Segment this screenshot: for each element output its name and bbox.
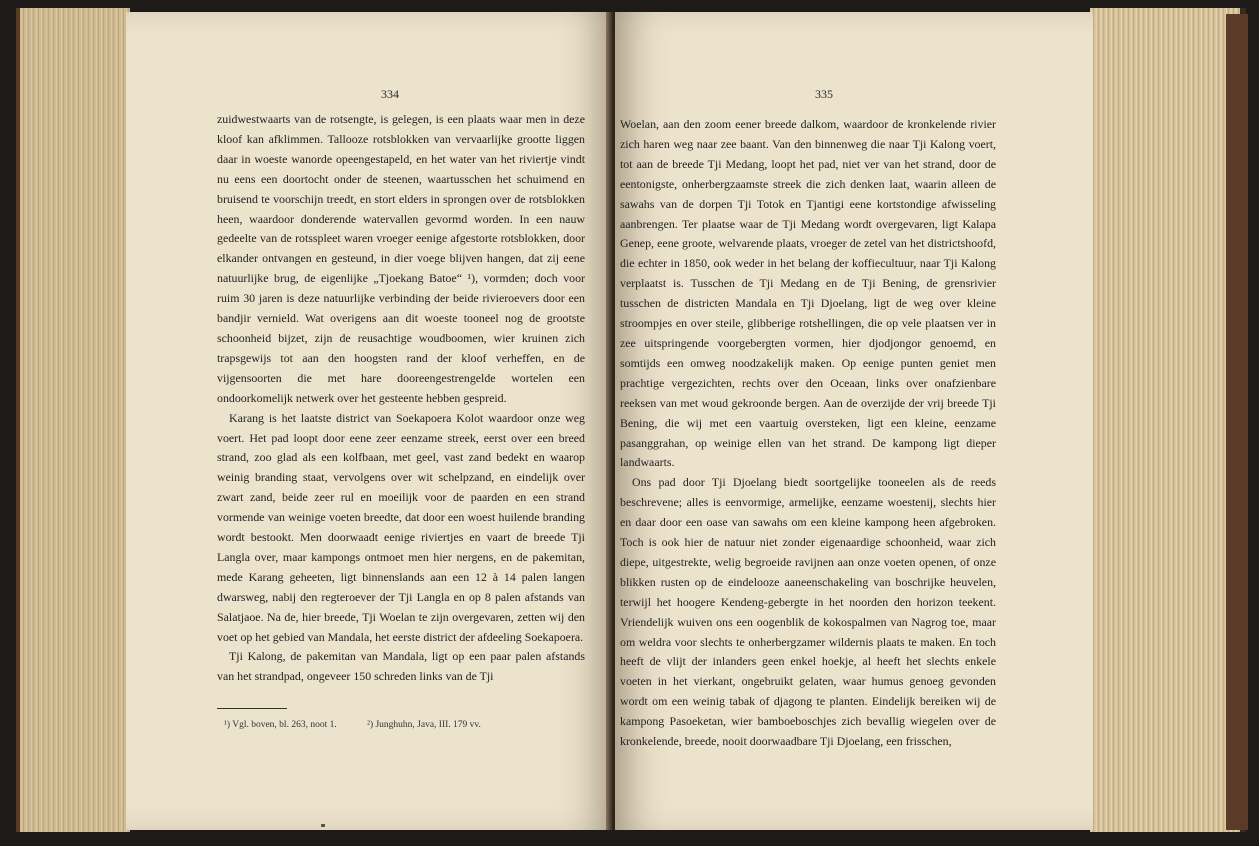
paper-speck	[321, 824, 325, 827]
footnote: ²) Junghuhn, Java, III. 179 vv.	[367, 720, 481, 730]
right-page	[615, 12, 1093, 830]
paragraph: Woelan, aan den zoom eener breede dalkom, waardoor de kronkelende rivier zich haren weg naar zee baant. Van den binnenweg die naar Tji Kalong voert, tot aan de breede Tji Medang, loopt het pad, niet ver van het strand, door de eentonigste, onherbergzaamste streek die zich denken laat, waarin alleen de sawahs van de dorpen Tji Totok en Tjantigi eene kortstondige afwisseling aanbrengen. Ter plaatse waar de Tji Medang wordt overgevaren, ligt Kalapa Genep, eene groote, welvarende plaats, vroeger de zetel van het districtshoofd, die echter in 1850, ook weder in het belang der koffiecultuur, naar Tji Kalong verplaatst is. Tusschen de Tji Medang en de Tji Bening, de grensrivier tusschen de districten Mandala en Tji Djoelang, ligt de weg over kleine stroompjes en over steile, glibberige rotshellingen, die op vele plaatsen ver in zee uitspringende voorgebergten vormen, hier djodjongor genoemd, en somtijds een omweg noodzakelijk maken. Op eenige punten geniet men prachtige vergezichten, rechts over den Oceaan, links over onafzienbare reeksen van met woud gekroonde bergen. Aan de overzijde der vrij breede Tji Bening, die wij met een vaartuig oversteken, ligt een kleine, eenzame pasanggrahan, op weinige ellen van het strand. De kampong ligt dieper landwaarts.	[620, 117, 996, 470]
paragraph: Tji Kalong, de pakemitan van Mandala, ligt op een paar palen afstands van het strandpad, ongeveer 150 schreden links van de Tji	[217, 649, 585, 684]
paragraph: Ons pad door Tji Djoelang biedt soortgelijke tooneelen als de reeds beschrevene; alles is eenvormige, armelijke, eenzame woestenij, slechts hier en daar door een oase van sawahs om een kleine kampong heen afgebroken. Toch is ook hier de natuur niet zonder eigenaardige schoonheid, waar zich diepe, uitgestrekte, welig begroeide ravijnen aan onze voeten openen, of onze blikken rusten op de eindelooze aaneenschakeling van boschrijke heuvelen, terwijl het hoogere Kendeng-gebergte in het noorden den horizon teekent. Vriendelijk wuiven ons een oogenblik de kokospalmen van Nagrog toe, maar om weldra voor slechts te onherbergzamer wildernis plaats te maken. En toch heeft de vlijt der inlanders geen enkel hoekje, al heeft het slechts enkele voeten in het vierkant, ongebruikt gelaten, waar humus genoeg gevonden wordt om een weinig tabak of djagong te planten. Eindelijk bereiken wij de kampong Pasoeketan, wier bamboeboschjes zich bevallig wiegelen over de kronkelende, breede, nooit doorwaadbare Tji Djoelang, een frisschen,	[620, 475, 996, 749]
book-cover-edge	[1226, 14, 1248, 830]
paragraph: zuidwestwaarts van de rotsengte, is gelegen, is een plaats waar men in deze kloof kan afklimmen. Tallooze rotsblokken van vervaarlijke grootte liggen daar in woeste wanorde opeengestapeld, en het water van het riviertje vindt nu eens een doortocht onder de steenen, waartusschen het schuimend en bruisend te voorschijn treedt, en stort elders in sprongen over de rotsblokken heen, waardoor donderende watervallen gevormd worden. In een nauw gedeelte van de rotsspleet waren vroeger eenige afgestorte rotsblokken, door elkander ontvangen en gesteund, in dier voege blijven hangen, dat zij eene natuurlijke brug, de eigenlijke „Tjoekang Batoe“ ¹), vormden; doch voor ruim 30 jaren is deze natuurlijke verbinding der beide rivieroevers door een bandjir vernield. Wat overigens aan dit woeste tooneel nog de grootste schoonheid bijzet, zijn de reusachtige woudboomen, wier kruinen zich trapsgewijs tot aan den hoogsten rand der kloof verheffen, en de vijgensoorten die met hare dooreengestrengelde wortelen een ondoorkomelijk netwerk over het gesteente hebben gespreid.	[217, 112, 585, 405]
page-number: 335	[815, 87, 833, 101]
page-body	[620, 115, 996, 752]
page-body	[217, 110, 585, 687]
footnote: ¹) Vgl. boven, bl. 263, noot 1.	[224, 720, 337, 730]
right-page-edges	[1090, 8, 1246, 832]
footnote-rule	[217, 708, 287, 709]
footnotes	[224, 720, 584, 730]
left-page	[126, 12, 612, 830]
left-page-edges	[16, 8, 130, 832]
paragraph: Karang is het laatste district van Soekapoera Kolot waardoor onze weg voert. Het pad loopt door eene zeer eenzame streek, eerst over een breed strand, zoo glad als een kolfbaan, met geel, vast zand bedekt en waarop weinig branding staat, vervolgens over wit schelpzand, en eindelijk over zwart zand, beide zeer rul en moeilijk voor de paarden en een strand vormende van weinige voeten breedte, dat door een woest huilende branding wordt bestookt. Men doorwaadt eenige riviertjes en vaart de breede Tji Langla over, maar kampongs ontmoet men hier nergens, en de pakemitan, mede Karang geheeten, ligt binnenslands aan een 12 à 14 palen langen dwarsweg, nabij den regteroever der Tji Langla en op 8 palen afstands van Salatjaoe. Na de, hier breede, Tji Woelan te zijn overgevaren, zetten wij den voet op het gebied van Mandala, het eerste district der afdeeling Soekapoera.	[217, 410, 585, 644]
page-number: 334	[381, 87, 399, 101]
